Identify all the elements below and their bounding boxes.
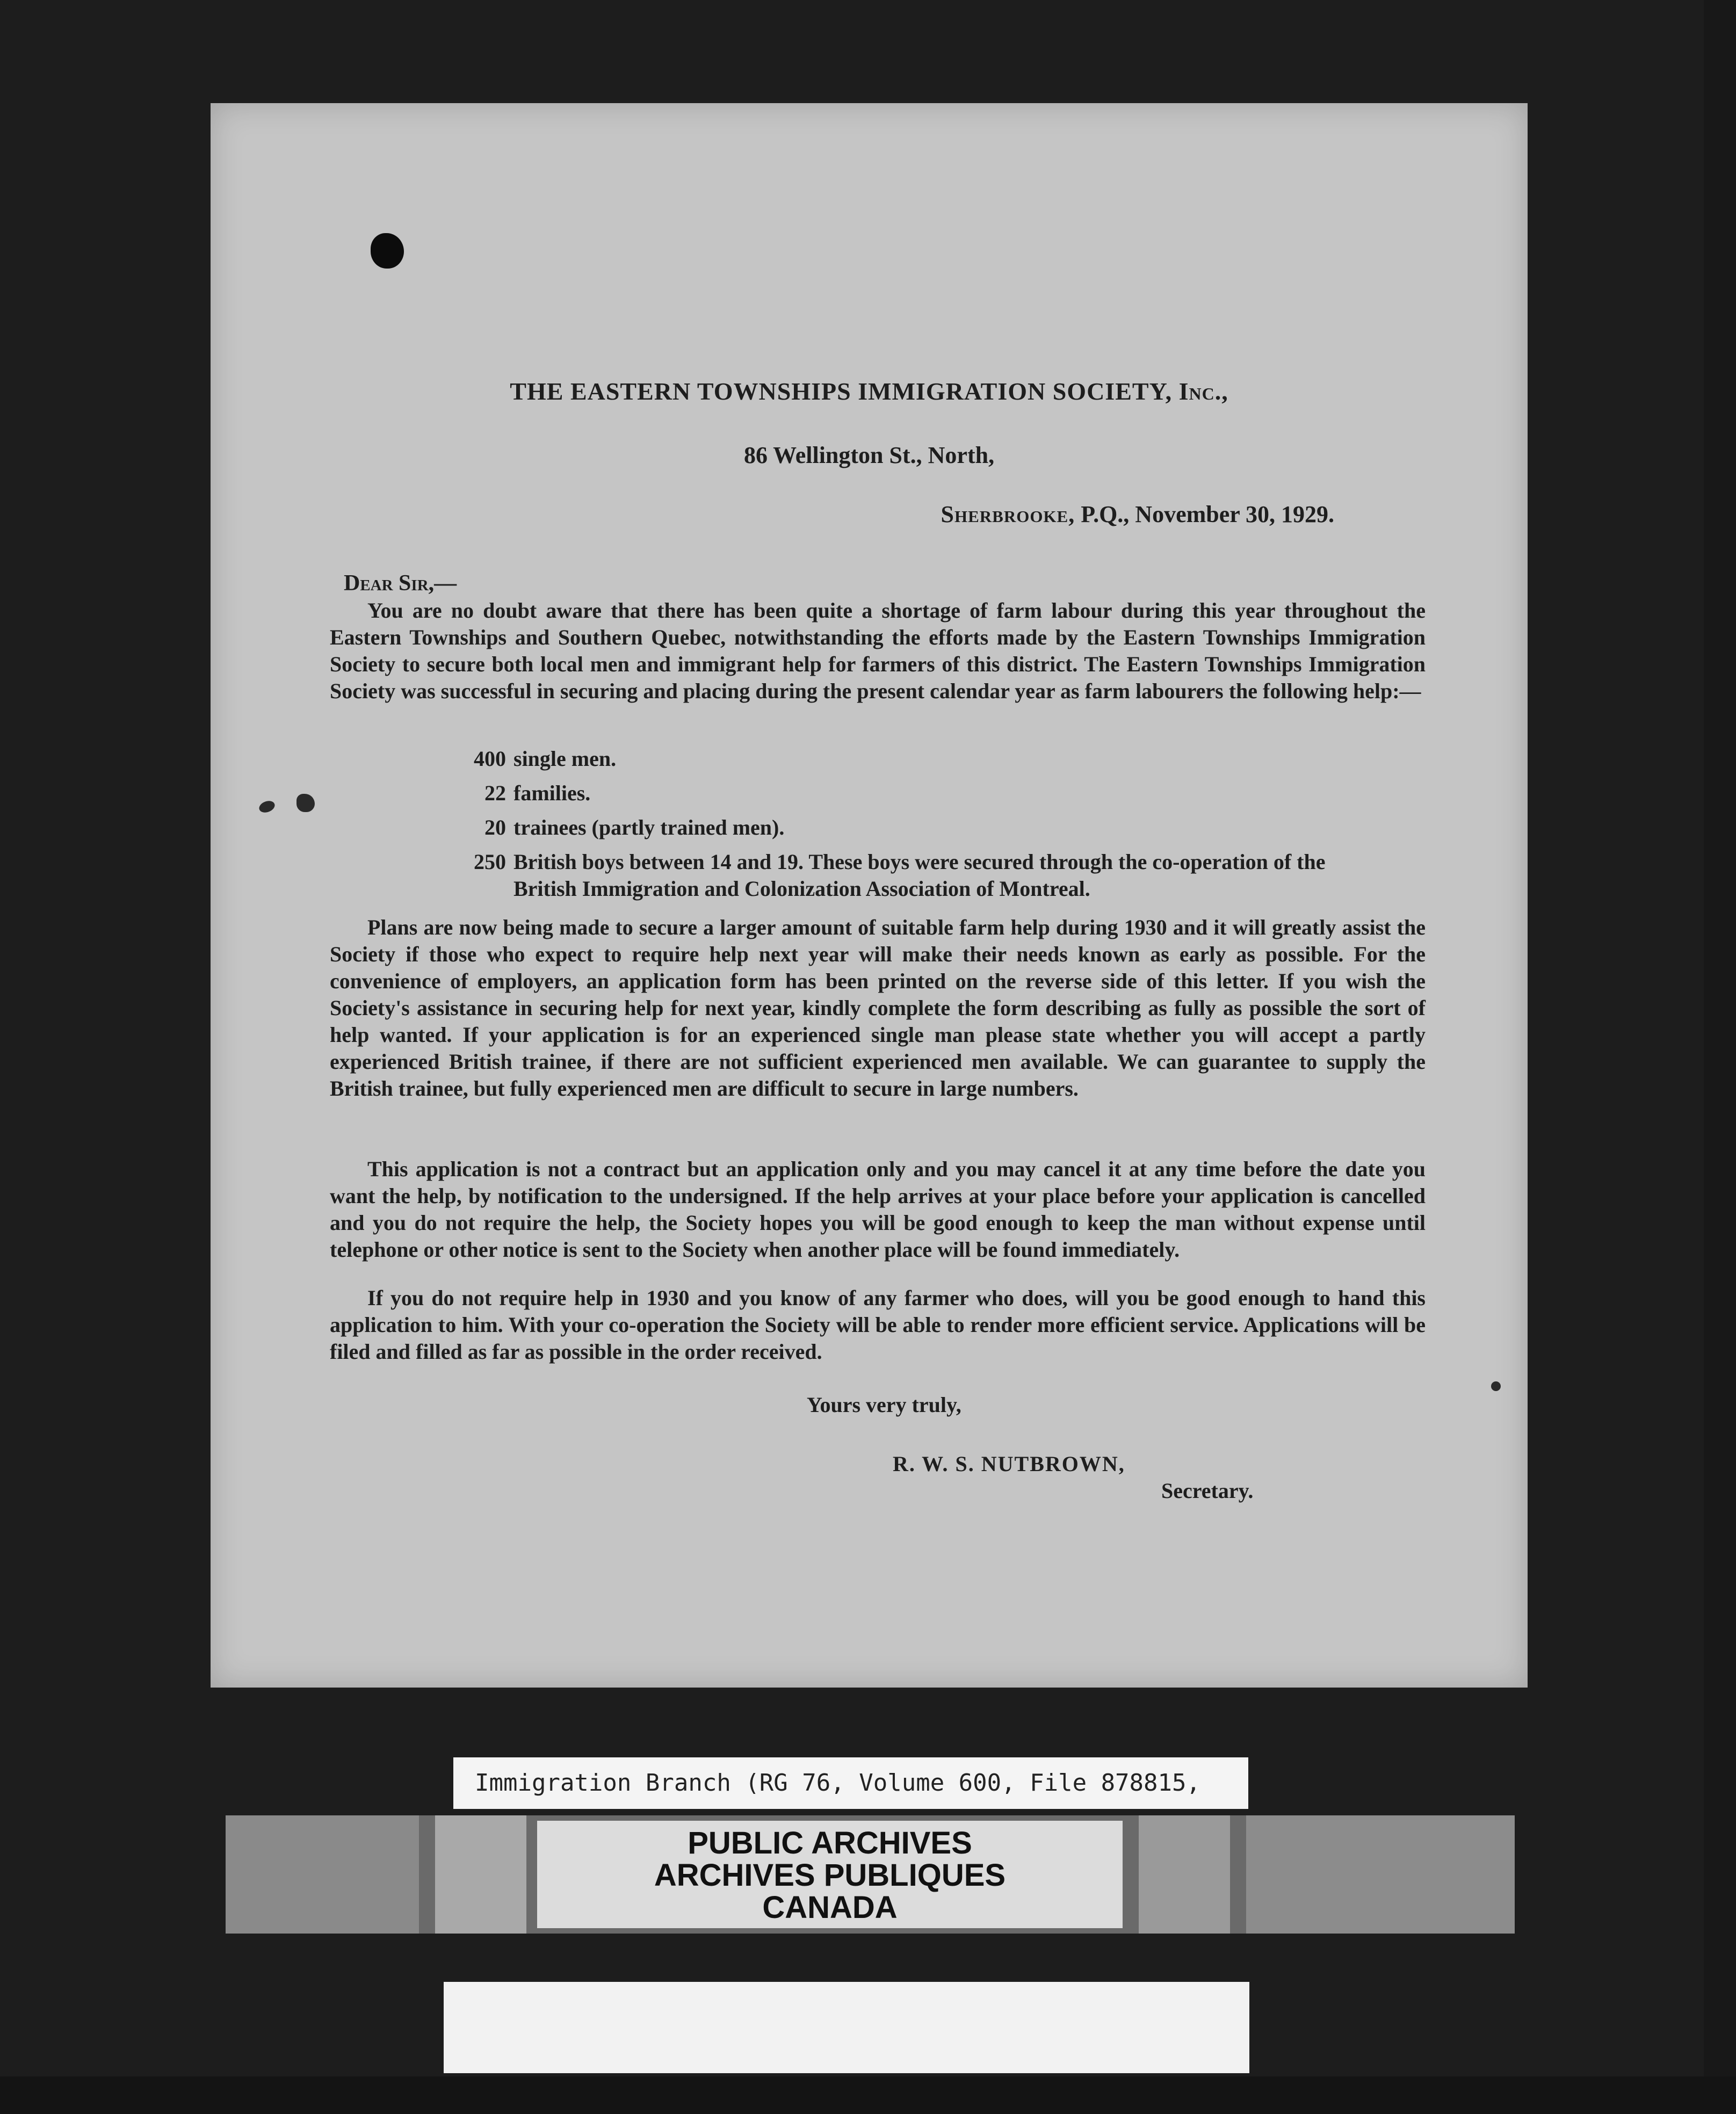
dateline <box>941 501 1335 528</box>
paragraph-plans: Plans are now being made to secure a larger amount of suitable farm help during 1930 and it will greatly assist the Society if those who expect to require help next year will make their needs known as early as possible. For the convenience of employers, an application form has been printed on the reverse side of this letter. If you wish the Society's assistance in securing help for next year, kindly complete the form describing as fully as possible the sort of help wanted. If your application is for an experienced single man please state whether you will accept a partly experienced British trainee, if there are not sufficient experienced men available. We can guarantee to supply the British trainee, but fully experienced men are difficult to secure in large numbers. <box>330 915 1426 1101</box>
ink-blot <box>257 799 276 814</box>
band-segment <box>1246 1815 1515 1934</box>
band-segment <box>1139 1815 1230 1934</box>
dateline-date: P.Q., November 30, 1929. <box>1081 501 1334 527</box>
list-item <box>468 814 1435 849</box>
signatory-name: R. W. S. NUTBROWN, <box>893 1452 1125 1476</box>
list-item <box>468 780 1435 814</box>
help-description: single men. <box>513 747 617 771</box>
paragraph-intro: You are no doubt aware that there has been quite a shortage of farm labour during this year throughout the Eastern Townships and Southern Quebec, notwithstanding the efforts made by the Eastern Townships Immigration Society to secure both local men and immigrant help for farmers of this district. The Eastern Townships Immigration Society was successful in securing and placing during the present calendar year as farm labourers the following help:— <box>330 598 1426 703</box>
help-description: families. <box>513 781 591 805</box>
letter-page <box>211 103 1528 1688</box>
film-edge <box>1704 0 1736 2114</box>
signatory-title: Secretary. <box>1161 1479 1254 1503</box>
society-suffix: Inc., <box>1178 378 1228 405</box>
closing: Yours very truly, <box>807 1393 961 1417</box>
archive-stamp-line: CANADA <box>762 1890 898 1925</box>
list-item <box>468 745 1435 780</box>
film-strip-bottom <box>0 2076 1736 2114</box>
help-quantity: 250 <box>474 850 506 874</box>
blank-label <box>444 1982 1249 2073</box>
archive-stamp-line: ARCHIVES PUBLIQUES <box>654 1858 1006 1893</box>
paragraph-referral: If you do not require help in 1930 and you know of any farmer who does, will you be good enough to hand this application to him. With your co-operation the Society will be able to render more efficient service. Applications will be filed and filled as far as possible in the order received. <box>330 1286 1426 1364</box>
salutation: Dear Sir,— <box>344 571 457 596</box>
ink-blot <box>296 794 315 812</box>
archive-stamp <box>537 1821 1123 1928</box>
punch-hole <box>371 233 404 269</box>
help-description: British boys between 14 and 19. These boys were secured through the co-operation of the British Immigration and Colonization Association of Montreal. <box>513 850 1326 901</box>
letterhead <box>211 377 1528 406</box>
help-quantity: 400 <box>474 747 506 771</box>
help-quantity: 20 <box>484 815 506 839</box>
paragraph-application: This application is not a contract but an application only and you may cancel it at any time before the date you want the help, by notification to the undersigned. If the help arrives at your place before your application is cancelled and you do not require the help, the Society hopes you will be good enough to keep the man without expense until telephone or other notice is sent to the Society when another place will be found immediately. <box>330 1157 1426 1262</box>
help-quantity: 22 <box>484 781 506 805</box>
dateline-city: Sherbrooke, <box>941 501 1075 527</box>
street-address: 86 Wellington St., North, <box>743 442 995 468</box>
help-list <box>468 745 1435 908</box>
society-name: THE EASTERN TOWNSHIPS IMMIGRATION SOCIETY, <box>510 378 1173 405</box>
band-segment <box>226 1815 419 1934</box>
band-segment <box>435 1815 526 1934</box>
file-reference-label: Immigration Branch (RG 76, Volume 600, File 878815, <box>453 1757 1248 1809</box>
archive-stamp-line: PUBLIC ARCHIVES <box>688 1826 972 1860</box>
ink-dot <box>1491 1381 1501 1391</box>
list-item <box>468 849 1435 908</box>
help-description: trainees (partly trained men). <box>513 815 785 839</box>
